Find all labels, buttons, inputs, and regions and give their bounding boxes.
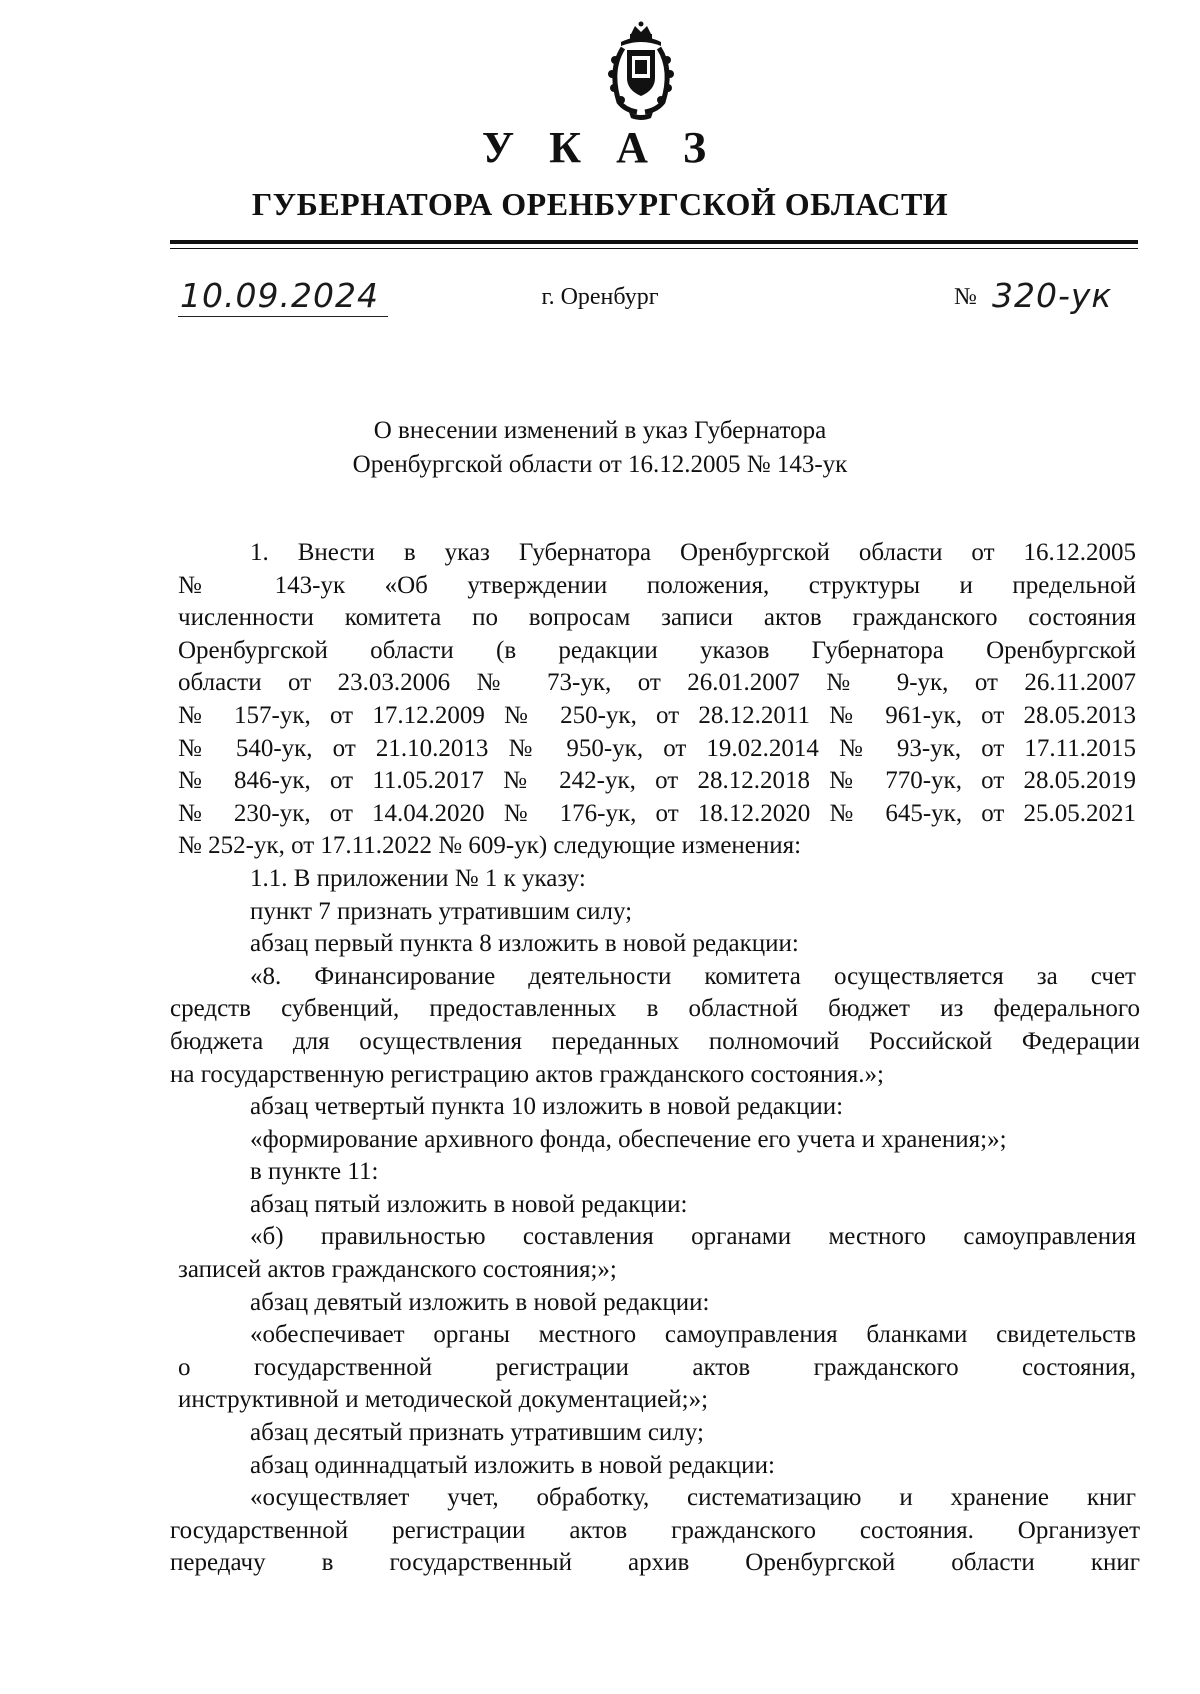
body-line: «8. Финансирование деятельности комитета осуществляется за счет bbox=[250, 962, 1136, 990]
coat-of-arms-emblem bbox=[603, 20, 679, 120]
body-line: государственной регистрации актов гражданского состояния. Организует bbox=[170, 1516, 1140, 1544]
decree-body bbox=[170, 537, 1140, 1580]
body-line: Оренбургской области (в редакции указов Губернатора Оренбургской bbox=[178, 636, 1136, 664]
body-line: 1.1. В приложении № 1 к указу: bbox=[250, 864, 586, 892]
number-label: № bbox=[954, 284, 977, 310]
body-line: области от 23.03.2006 № 73-ук, от 26.01.2007 № 9-ук, от 26.11.2007 bbox=[178, 669, 1136, 697]
body-line: № 143-ук «Об утверждении положения, структуры и предельной bbox=[178, 571, 1136, 599]
body-line: бюджета для осуществления переданных полномочий Российской Федерации bbox=[170, 1027, 1140, 1055]
body-line: о государственной регистрации актов гражданского состояния, bbox=[178, 1353, 1136, 1381]
body-line: № 252-ук, от 17.11.2022 № 609-ук) следующие изменения: bbox=[178, 832, 802, 860]
body-line: численности комитета по вопросам записи актов гражданского состояния bbox=[178, 604, 1136, 632]
handwritten-date: 10.09.2024 bbox=[180, 276, 379, 315]
body-line: «формирование архивного фонда, обеспечение его учета и хранения;»; bbox=[250, 1125, 1007, 1153]
body-line: в пункте 11: bbox=[250, 1158, 379, 1186]
body-line: пункт 7 признать утратившим силу; bbox=[250, 897, 633, 925]
header-rule-thin bbox=[170, 248, 1138, 249]
date-underline bbox=[178, 316, 388, 317]
issuer-title: ГУБЕРНАТОРА ОРЕНБУРГСКОЙ ОБЛАСТИ bbox=[251, 186, 949, 222]
body-line: «обеспечивает органы местного самоуправления бланками свидетельств bbox=[250, 1321, 1136, 1349]
body-line: инструктивной и методической документацией;»; bbox=[178, 1386, 709, 1414]
body-line: абзац десятый признать утратившим силу; bbox=[250, 1419, 704, 1447]
body-line: 1. Внести в указ Губернатора Оренбургской области от 16.12.2005 bbox=[250, 539, 1136, 566]
body-line: № 540-ук, от 21.10.2013 № 950-ук, от 19.02.2014 № 93-ук, от 17.11.2015 bbox=[178, 734, 1136, 762]
handwritten-number: 320-ук bbox=[992, 276, 1113, 315]
body-line: на государственную регистрацию актов гражданского состояния.»; bbox=[170, 1060, 884, 1088]
body-line: абзац девятый изложить в новой редакции: bbox=[250, 1288, 710, 1316]
body-line: абзац пятый изложить в новой редакции: bbox=[250, 1190, 688, 1218]
body-line: № 846-ук, от 11.05.2017 № 242-ук, от 28.12.2018 № 770-ук, от 28.05.2019 bbox=[178, 767, 1136, 795]
subject-line: Оренбургской области от 16.12.2005 № 143-ук bbox=[352, 451, 848, 478]
body-line: абзац одиннадцатый изложить в новой редакции: bbox=[250, 1451, 775, 1479]
body-line: записей актов гражданского состояния;»; bbox=[178, 1256, 617, 1284]
body-line: абзац первый пункта 8 изложить в новой редакции: bbox=[250, 930, 799, 958]
body-line: «осуществляет учет, обработку, систематизацию и хранение книг bbox=[250, 1484, 1136, 1512]
body-line: № 157-ук, от 17.12.2009 № 250-ук, от 28.12.2011 № 961-ук, от 28.05.2013 bbox=[178, 701, 1136, 729]
decree-subject bbox=[0, 414, 1200, 482]
decree-title: У К А З bbox=[481, 123, 719, 172]
city: г. Оренбург bbox=[541, 284, 659, 310]
body-line: абзац четвертый пункта 10 изложить в новой редакции: bbox=[250, 1093, 844, 1121]
body-line: «б) правильностью составления органами местного самоуправления bbox=[250, 1223, 1136, 1251]
body-line: средств субвенций, предоставленных в областной бюджет из федерального bbox=[170, 995, 1140, 1023]
subject-line: О внесении изменений в указ Губернатора bbox=[373, 417, 827, 444]
body-line: № 230-ук, от 14.04.2020 № 176-ук, от 18.12.2020 № 645-ук, от 25.05.2021 bbox=[178, 799, 1136, 827]
body-line: передачу в государственный архив Оренбургской области книг bbox=[170, 1549, 1140, 1577]
header-rule-thick bbox=[170, 240, 1138, 244]
